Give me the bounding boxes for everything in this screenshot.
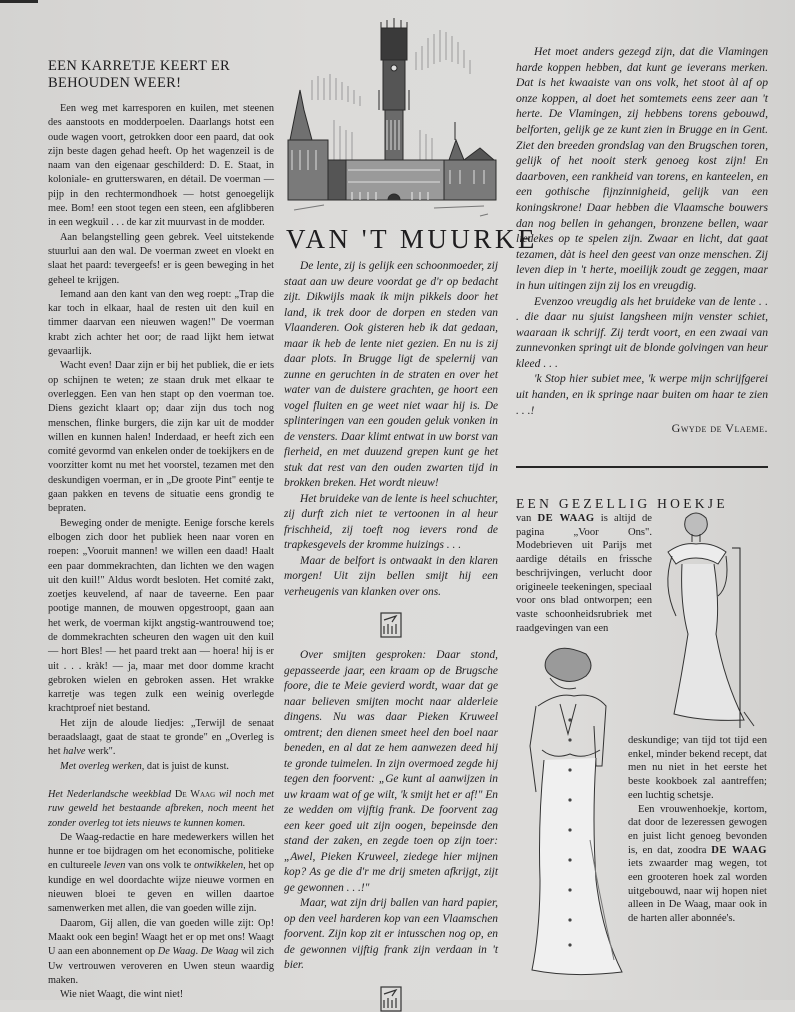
paragraph: Maar, wat zijn drij ballen van hard papier, op den veel harderen kop van een Vlaamschen foorvent. Zijn kop zit er intusschen nog op, en de gewonnen vijftig frank zijn verdaan in 't bier. xyxy=(284,897,498,971)
paragraph xyxy=(48,917,274,988)
paragraph: Het bruideke van de lente is heel schuchter, zij durft zich niet te vertoonen in al heur frischheid, zij toeft nog ievers rond de trapkesgevels der kromme huizings . . . xyxy=(284,492,499,551)
article-van-t-muurke xyxy=(284,0,538,1012)
paragraph xyxy=(628,803,767,926)
paragraph: deskundige; van tijd tot tijd een enkel, minder bekend recept, dat men nu niet in het eerste het beste kookboek zal aantreffen; een luchtig schetsje. xyxy=(628,735,767,801)
emphasis: De Waag xyxy=(200,946,239,958)
paragraph: Maar de belfort is ontwaakt in den klaren morgen! Uit zijn bellen smijt hij een verheugenis van klanken over ons. xyxy=(284,554,498,598)
paragraph xyxy=(48,717,274,760)
paragraph xyxy=(48,831,274,917)
text: werk". xyxy=(85,746,116,758)
article-title: EEN KARRETJE KEERT ER BEHOUDEN WEER! xyxy=(48,58,230,91)
text: dat is juist de kunst. xyxy=(144,760,230,772)
ornament-icon xyxy=(380,986,402,1012)
article-karretje xyxy=(48,58,274,1002)
editorial-note xyxy=(48,788,274,831)
text: Het Nederlandsche weekblad xyxy=(48,788,175,800)
section-divider xyxy=(516,466,768,468)
author-signature: Gwyde de Vlaeme. xyxy=(671,421,768,436)
article-van-t-muurke-continued xyxy=(516,44,768,518)
paragraph: Evenzoo vreugdig als het bruideke van de lente . . . die daar nu sjuist langsheen mijn venster schiet, waaraan ik schrijf. Zij terdt voort, en een zwaai van zunnevonken springt uit de blonde golvingen van heur kleed . . . xyxy=(516,294,768,370)
text: Het zijn de aloude liedjes: „Terwijl de senaat beraadslaagt, gaat de staat te gronde" en „Overleg is het xyxy=(48,717,274,758)
text: van ons volk te xyxy=(125,860,194,872)
article-title: VAN 'T MUURKE xyxy=(286,224,538,254)
text: , het op kundige en wel doordachte wijze nieuwe vormen en nieuwen bloei te geven en willen daartoe samenwerken met allen, die van goeden wille zijn. xyxy=(48,860,274,915)
magazine-name: DE WAAG xyxy=(537,513,595,524)
text: Daarom, Gij allen, die van goeden wille zijt: Op! Maakt ook een begin! Waagt het er op met ons! Waagt U aan een abonnement op xyxy=(48,917,274,958)
text: wil zich Uw vertrouwen veroveren en Uwen steun waardig maken. xyxy=(48,946,274,986)
spacer xyxy=(284,638,498,648)
emphasis: ontwikkelen xyxy=(193,860,244,872)
ornament-icon xyxy=(380,612,402,638)
emphasis: De Waag xyxy=(157,946,196,958)
text: iets zwaarder mag wegen, tot een grooteren hoek zal worden uitgebouwd, naar wij hopen niet alleen in De Waag, maar ook in de harten aller abonnée's. xyxy=(628,858,767,925)
text: . xyxy=(195,946,201,958)
paragraph: 'k Stop hier subiet mee, 'k werpe mijn schrijfgerei uit handen, en ik springe naar buiten om haar te zien . . .! xyxy=(516,372,768,417)
closing-line: Wie niet Waagt, die wint niet! xyxy=(60,989,184,1001)
paragraph xyxy=(48,760,274,774)
text: wil noch met ruw geweld het bestaande afbreken, noch meent het zonder overleg tot iets nieuws te kunnen komen. xyxy=(48,788,275,829)
corner-mark xyxy=(0,0,38,3)
paragraph: Iemand aan den kant van den weg roept: „Trap die kar toch in elkaar, haal de resten uit den kuil en timmer daarvan een nieuwen wagen!" De voerman krabt zich achter het oor; de raad lijkt hem ietwat gevaarlijk. xyxy=(48,288,274,358)
text: De Waag-redactie en hare medewerkers willen het hunne er toe bijdragen om het economische, politieke en cultureele xyxy=(48,831,274,872)
emphasis: leven xyxy=(103,860,126,872)
paragraph: Het moet anders gezegd zijn, dat die Vlamingen harde koppen hebben, dat kunt ge ieverans merken. Dat is het kwaaiste van ons volk, het stoot àl af op onze koppen, al doet het somtemets eens zeer aan 't herte. De Vlamingen, zij hebbens torens gebouwd, belforten, gelijk ge ze kunt zien in Brugge en in Gent. Ziet den breeden grondslag van den Brugschen toren, gelijk of het nooit sterk genoeg kost zijn! En daarboven, een rankheid van torens, en kanteelen, en een gothische fijnzinnigheid, gelijk van een koningskrone! Daar hebben die Vlaamsche bouwers dan nog bellen in gehangen, bronzene bellen, waar liedekes op te spelen zijn. Zwaar en licht, dat gaat tezamen, dàt is heel den geest van onze menschen. Zij leven diep in 't herte, moeilijk zoudt ge zeggen, maar in hun uitingen zijn zij los en vreugdig. xyxy=(516,45,768,292)
paragraph: Wacht even! Daar zijn er bij het publiek, die er iets op schijnen te weten; ze staan druk met elkaar te overleggen. Een van hen stapt op den voerman toe. Diens gezicht klaart op; daar zijn dus toch nog menschen, flinke burgers, die zijn kar uit de modder willen en kunnen halen! Inderdaad, er heeft zich een comité gevormd van enkelen onder de toekijkers en de voorzitter komt nu met het voorstel, tezamen met den deskundigen voerman, er in „De groote Pint" eentje te gaan pakken en tevens de situatie eens grondig te bepraten. xyxy=(48,360,274,515)
belfort-illustration xyxy=(284,10,498,222)
text: van xyxy=(516,513,538,524)
text: Een vrouwenhoekje, kortom, dat door de lezeressen gewogen en juist licht genoeg bevonden is, en dat, zoodra xyxy=(628,803,767,856)
paragraph: Een weg met karresporen en kuilen, met steenen des aanstoots en modderpoelen. Daarlangs hotst een oude wagen voort, getrokken door een paard, dat ook zijn beste dagen gehad heeft. Op het wagenzeil is de naam van den eigenaar geschilderd: D. E. Staat, in koloniale- en grutterswaren, en détail. De voerman — pijp in den rechtermondhoek — hotst genoegelijk mee. Bom! een stoot tegen een steen, een afglibberen in een wegkuil . . . de kar zit muurvast in de modder. xyxy=(48,103,274,229)
magazine-name: De Waag xyxy=(174,788,216,800)
section-title: EEN GEZELLIG HOEKJE xyxy=(516,496,728,512)
text: is altijd de pagina „Voor Ons". Modebrieven uit Parijs met aardige détails en frissche beschrijvingen, verlucht door origineele teekeningen, speciaal voor ons blad ontworpen; een vaste schoonheidsrubriek met raadgevingen van een xyxy=(516,513,652,634)
paragraph: De lente, zij is gelijk een schoonmoeder, zij staat aan uw deure voordat ge d'r op bedacht zijt. Dikwijls maak ik mijn pikkels door het land, ik trek door de dorpen en steden van Vlaanderen. Ook gisteren heb ik dat gedaan, maar ik heb de lente niet gezien. En nu is zij daar plots. In Brugge ligt de spelernij van zunne en geruchten in de straten en over het water van de duistere grachten, ge hoort een vogel fluiten en ge weet niet waar hij is. De splinteringen van een gouden geluk vonken in de vensters. Daar klimt entwat in uw borst van fierheid, en met duuzend grepen kunt ge het stuk dat rest van den ouden zwarten tijd in brokken breken. Het wordt nieuw! xyxy=(284,260,498,489)
emphasis: halve xyxy=(63,746,86,758)
magazine-name: DE WAAG xyxy=(711,844,767,856)
fashion-drawing-evening-gown xyxy=(648,508,758,728)
hoekje-text-bottom xyxy=(628,734,767,926)
paragraph: Over smijten gesproken: Daar stond, gepasseerde jaar, een kraam op de Brugsche foore, die te Meie gevierd wordt, waar dat ge naar believen smijten mocht naar alderleie dingens. Nu was daar Pieken Kruweel omtrent; den dienen smeet heel den boel naar beneden, en al dat ze hem aanwezen deed hij te gronde tuimelen. In zijn overmoed zegde hij tegen den foorvent: „Ge kunt al aanwijzen in uw kraam wat of ge wilt, 'k smijt het er af!" En ze wedden om vijftig frank. De foorvent zag een keer goed uit zijn oogen, bepeinsde den stand der zaken, en zegde toen op zijn toer: „Awel, Pieken Kruweel, ziedege hier mijnen kop? As ge die d'r me drij smeten afkrijgt, zijt ge gewonnen . . .!" xyxy=(284,649,498,894)
hoekje-text-top xyxy=(516,512,652,635)
paragraph: Beweging onder de menigte. Eenige forsche kerels elbogen zich door het publiek heen naar voren en roepen: „Vooruit mannen! we willen een daad! Haalt een paar dommekrachten, dan lichten we den wagen uit den kuil!" Aldus wordt besloten. Het comité zakt, zoetjes keuvelend, af naar de taveerne. Een paar pootige mannen, de mouwen opgestroopt, gaan aan het werk, de voerman kijkt angstig-wantrouwend toe; de dommekrachten scheuren den wagen uit den kuil — hort Bles! — het paard trekt aan — hoera! hij is er uit . . . kràk! — ja, maar met door domme kracht gebroken wielen en gebroken assen. Het wrakke karretje was tegen zulk een weinig overlegde krachtproef niet bestand. xyxy=(48,517,274,715)
paragraph: Aan belangstelling geen gebrek. Veel uitstekende stuurlui aan den wal. De voerman zweet en vloekt en slaat het paard: tevergeefs! er is geen beweging in het geheel te krijgen. xyxy=(48,231,274,286)
fashion-drawing-buttoned-dress xyxy=(520,640,630,980)
emphasis: Met overleg werken, xyxy=(60,760,145,772)
